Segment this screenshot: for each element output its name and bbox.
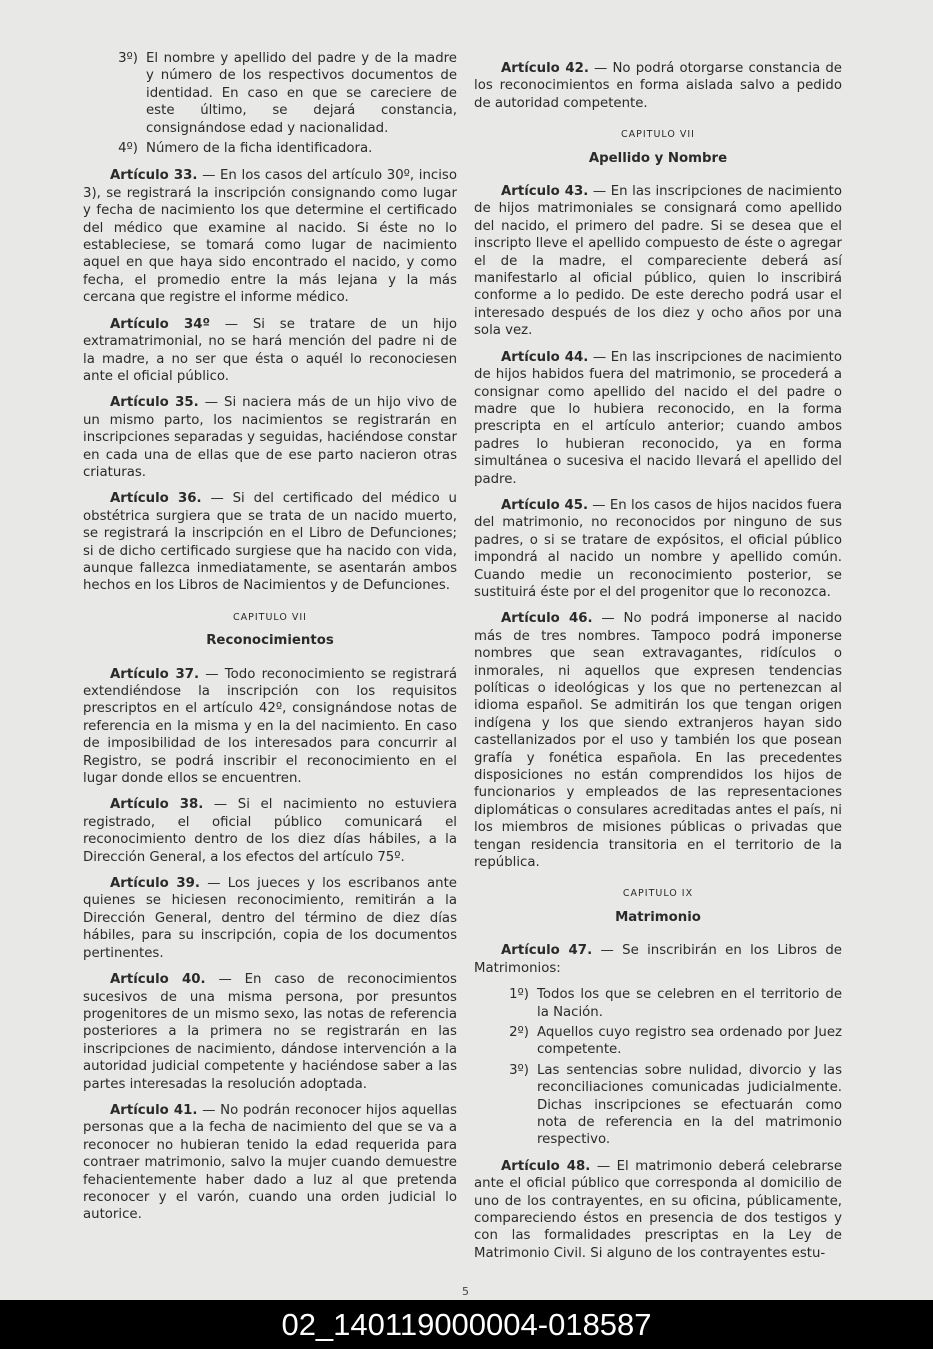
footer-id-bar: 02_140119000004-018587 bbox=[0, 1300, 933, 1349]
article-43 bbox=[474, 183, 842, 340]
article-text: — Si naciera más de un hijo vivo de un mismo parto, los nacimientos se registrarán en inscripciones separadas y seguidas, haciéndose constar en cada una de ellas que de ese parto nacieron otras criaturas. bbox=[83, 395, 457, 480]
chapter-title: Apellido y Nombre bbox=[588, 150, 728, 166]
right-column bbox=[474, 60, 842, 1271]
article-35 bbox=[83, 394, 457, 481]
article-37 bbox=[83, 666, 457, 788]
list-number: 3º) bbox=[118, 51, 138, 66]
article-text: — El matrimonio deberá celebrarse ante el oficial público que corresponda al domicilio de uno de los contrayentes, en su oficina, públicamente, compareciendo éstos en presencia de dos testigos y con las formalidades prescriptas en la Ley de Matrimonio Civil. Si alguno de los contrayentes estu- bbox=[474, 1158, 842, 1261]
article-text: — No podrán reconocer hijos aquellas personas que a la fecha de nacimiento del que se va a reconocer no hubieran tenido la edad requerida para contraer matrimonio, salvo la mujer cuando demuestre fehacientemente haber dado a luz al que pretenda reconocer y el varón, cuando una orden judicial lo autorice. bbox=[83, 1102, 457, 1223]
article-45 bbox=[474, 497, 842, 601]
list-number: 1º) bbox=[509, 987, 529, 1003]
article-heading: Artículo 48. bbox=[501, 1158, 591, 1174]
article-42 bbox=[474, 60, 842, 112]
list-number: 4º) bbox=[118, 141, 138, 157]
article-heading: Artículo 41. bbox=[110, 1102, 198, 1118]
article-heading: Artículo 40. bbox=[110, 972, 206, 988]
article-heading: Artículo 36. bbox=[110, 491, 202, 507]
chapter-label: CAPITULO IX bbox=[622, 888, 694, 900]
article-33 bbox=[83, 167, 457, 306]
article-34 bbox=[83, 316, 457, 386]
article-text: — Los jueces y los escribanos ante quienes se hiciesen reconocimiento, remitirán a la Dirección General, dentro del término de diez días hábiles, para su inscripción, copia de los documentos pertinentes. bbox=[83, 876, 457, 961]
article-heading: Artículo 35. bbox=[110, 395, 199, 411]
chapter-label: CAPITULO VII bbox=[621, 129, 695, 141]
article-47 bbox=[474, 942, 842, 977]
article-text: — Todo reconocimiento se registrará extendiéndose la inscripción con los requisitos prescriptos en el artículo 42º, consignándose notas de referencia en la misma y en la del nacimiento. En caso de imposibilidad de los interesados para concurrir al Registro, se podrá inscribir el reconocimiento en el lugar donde ellos se encuentren. bbox=[83, 666, 457, 787]
list-item bbox=[474, 1062, 842, 1149]
article-text: — En las inscripciones de nacimiento de hijos habidos fuera del matrimonio, se procederá a consignar como apellido del nacido el del padre o madre que lo hubiera reconocido, en la forma prescripta en el artículo anterior; cuando ambos padres lo hubieran reconocido, ya en forma simultánea o sucesiva el nacido llevará el apellido del padre. bbox=[474, 349, 842, 487]
article-40 bbox=[83, 971, 457, 1093]
article-heading: Artículo 38. bbox=[110, 797, 204, 813]
list-item bbox=[474, 1024, 842, 1059]
list-text: Número de la ficha identificadora. bbox=[146, 141, 373, 157]
article-heading: Artículo 47. bbox=[501, 943, 593, 959]
list-text: Las sentencias sobre nulidad, divorcio y las reconciliaciones comunicadas judicialmente. Dichas inscripciones se efectuarán como nota de referencia en la del matrimonio respectivo. bbox=[537, 1062, 842, 1148]
article-48 bbox=[474, 1158, 842, 1262]
article-heading: Artículo 43. bbox=[501, 184, 589, 200]
list-number: 3º) bbox=[509, 1062, 529, 1078]
article-text: — Si se tratare de un hijo extramatrimonial, no se hará mención del padre ni de la madre, a no ser que ésta o aquél lo reconociesen ante el oficial público. bbox=[83, 316, 457, 384]
chapter-title: Matrimonio bbox=[615, 909, 701, 925]
chapter-title: Reconocimientos bbox=[206, 633, 334, 649]
article-text: — Si del certificado del médico u obstétrica surgiera que se trata de un nacido muerto, se registrará la inscripción en el Libro de Defunciones; si de dicho certificado surgiese que ha nacido con vida, aunque fallezca inmediatamente, se asentarán ambos hechos en los Libros de Nacimientos y de Defunciones. bbox=[83, 491, 457, 594]
left-column bbox=[83, 50, 457, 1233]
article-heading: Artículo 45. bbox=[501, 497, 589, 513]
article-text: — No podrá imponerse al nacido más de tres nombres. Tampoco podrá imponerse nombres que sean extravagantes, ridículos o inmorales, ni aquellos que expresen tendencias políticas o ideológicas y los que no pertenezcan al idioma español. Se admitirán los que tengan origen indígena y los que siendo extranjeros hayan sido castellanizados por el uso y también los que posean grafía y fonética española. En las precedentes disposiciones no están comprendidos los hijos de funcionarios y empleados de las representaciones diplomáticas o consulares acreditadas antes el país, ni los miembros de misiones públicas o privadas que tengan residencia transitoria en el territorio de la república. bbox=[474, 611, 842, 871]
article-heading: Artículo 39. bbox=[110, 876, 200, 892]
article-44 bbox=[474, 349, 842, 488]
list-item bbox=[474, 986, 842, 1021]
list-item bbox=[83, 50, 457, 137]
article-39 bbox=[83, 875, 457, 962]
article-heading: Artículo 37. bbox=[110, 666, 199, 682]
article-text: — No podrá otorgarse constancia de los reconocimientos en forma aislada salvo a pedido de autoridad competente. bbox=[474, 61, 842, 111]
article-36 bbox=[83, 490, 457, 594]
article-text: — Se inscribirán en los Libros de Matrimonios: bbox=[474, 943, 842, 976]
article-heading: Artículo 34º bbox=[110, 316, 210, 332]
article-46 bbox=[474, 610, 842, 871]
list-item bbox=[83, 140, 457, 157]
list-text: Todos los que se celebren en el territorio de la Nación. bbox=[537, 987, 842, 1020]
page-number: 5 bbox=[462, 1285, 469, 1298]
article-heading: Artículo 44. bbox=[501, 349, 589, 365]
article-38 bbox=[83, 796, 457, 866]
chapter-label: CAPITULO VII bbox=[233, 611, 307, 623]
article-heading: Artículo 33. bbox=[110, 168, 198, 184]
article-heading: Artículo 46. bbox=[501, 611, 593, 627]
article-text: — Si el nacimiento no estuviera registrado, el oficial público comunicará el reconocimiento dentro de los diez días hábiles, a la Dirección General, a los efectos del artículo 75º. bbox=[83, 797, 457, 865]
list-text: El nombre y apellido del padre y de la madre y número de los respectivos documentos de identidad. En caso en que se careciere de este último, se dejará constancia, consignándose edad y nacionalidad. bbox=[146, 51, 457, 136]
list-number: 2º) bbox=[509, 1024, 529, 1040]
article-text: — En las inscripciones de nacimiento de hijos matrimoniales se consignará como apellido del nacido, el primero del padre. Si se desea que el inscripto lleve el apellido compuesto de éste o agregar el de la madre, el compareciente deberá así manifestarlo al oficial público, quien lo inscribirá conforme a lo pedido. De este derecho podrá usar el interesado después de los diez y ocho años por una sola vez. bbox=[474, 184, 842, 339]
article-41 bbox=[83, 1102, 457, 1224]
list-text: Aquellos cuyo registro sea ordenado por Juez competente. bbox=[537, 1024, 842, 1058]
article-text: — En los casos de hijos nacidos fuera del matrimonio, no reconocidos por ninguno de sus padres, o si se tratare de expósitos, el oficial público impondrá al nacido un nombre y apellido común. Cuando medie un reconocimiento posterior, se sustituirá éste por el del progenitor que lo reconozca. bbox=[474, 497, 842, 600]
article-heading: Artículo 42. bbox=[501, 61, 589, 76]
article-text: — En caso de reconocimientos sucesivos de una misma persona, por presuntos progenitores de un mismo sexo, las notas de referencia posteriores a la primera no se registrarán en las inscripciones de nacimiento, dándose intervención a la autoridad judicial competente y haciéndose saber a las partes interesadas la resolución adoptada. bbox=[83, 972, 457, 1092]
article-text: — En los casos del artículo 30º, inciso 3), se registrará la inscripción consignando como lugar y fecha de nacimiento los que determine el certificado del médico que examine al nacido. Si éste no lo estableciese, se tomará como lugar de nacimiento aquel en que haya sido encontrado el nacido, y como fecha, el promedio entre la más lejana y la más cercana que registre el informe médico. bbox=[83, 168, 457, 306]
